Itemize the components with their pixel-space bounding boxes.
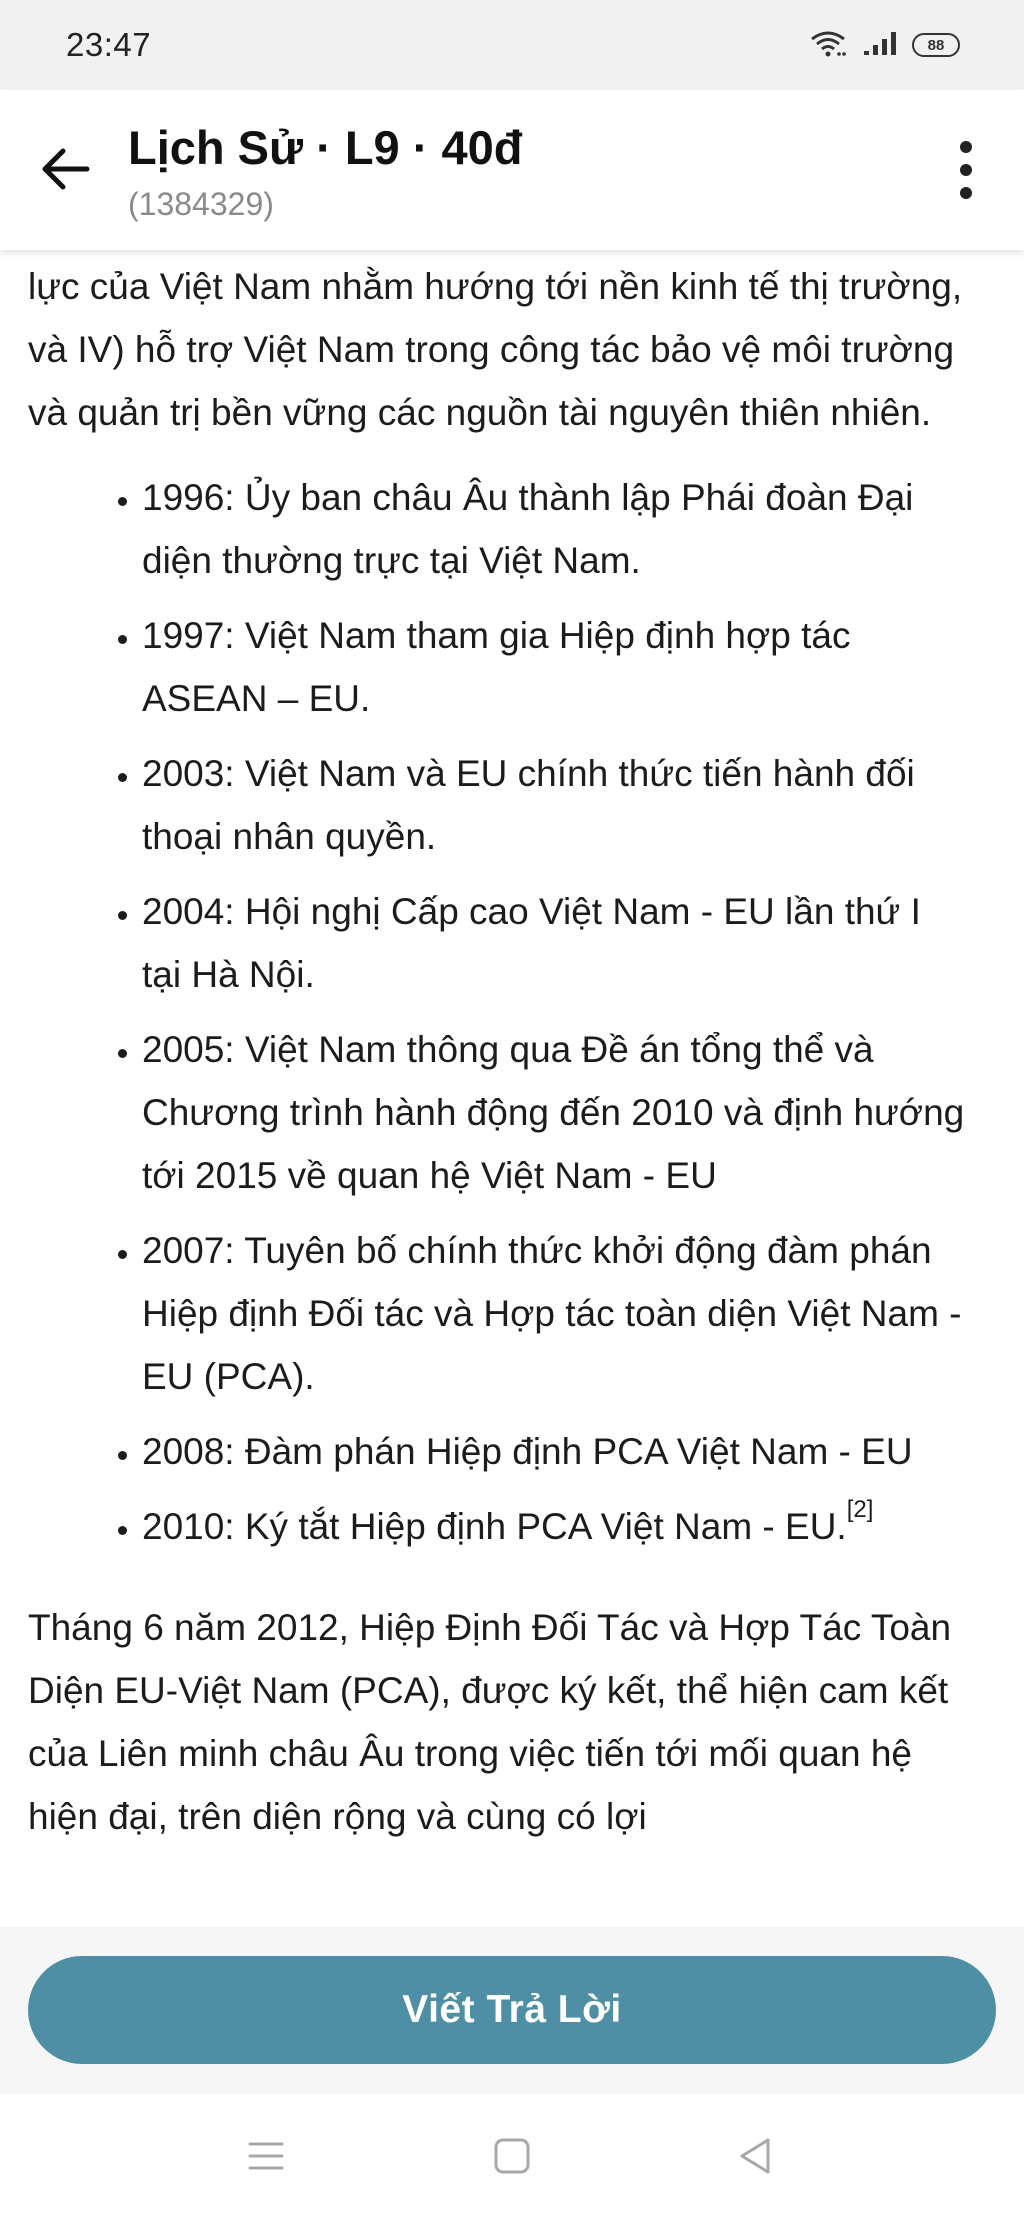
home-button[interactable] <box>482 2128 542 2188</box>
timeline-item: • 2007: Tuyên bố chính thức khởi động đàm phán Hiệp định Đối tác và Hợp tác toàn diện Việt Nam - EU (PCA). <box>142 1219 968 1408</box>
system-nav-bar <box>0 2094 1024 2222</box>
home-square-icon <box>492 2136 532 2181</box>
timeline-item: • 2005: Việt Nam thông qua Đề án tổng thể và Chương trình hành động đến 2010 và định hướng tới 2015 về quan hệ Việt Nam - EU <box>142 1018 968 1207</box>
wifi-icon <box>808 29 848 62</box>
battery-icon: 88 <box>912 33 960 57</box>
back-arrow-icon <box>39 147 91 196</box>
timeline-item: • 2004: Hội nghị Cấp cao Việt Nam - EU lần thứ I tại Hà Nội. <box>142 880 968 1006</box>
page-title: Lịch Sử · L9 · 40đ <box>128 121 523 174</box>
reply-bar <box>0 1926 1024 2094</box>
answer-content[interactable] <box>0 250 1024 1926</box>
back-triangle-icon <box>736 2136 776 2181</box>
closing-paragraph: Tháng 6 năm 2012, Hiệp Định Đối Tác và Hợp Tác Toàn Diện EU-Việt Nam (PCA), được ký kết, thể hiện cam kết của Liên minh châu Âu trong việc tiến tới mối quan hệ hiện đại, trên diện rộng và cùng có lợi <box>28 1607 952 1837</box>
timeline-item: • 2003: Việt Nam và EU chính thức tiến hành đối thoại nhân quyền. <box>142 742 968 868</box>
timeline-item: • 1996: Ủy ban châu Âu thành lập Phái đoàn Đại diện thường trực tại Việt Nam. <box>142 466 968 592</box>
status-time: 23:47 <box>66 26 152 63</box>
write-reply-button[interactable]: Viết Trả Lời <box>28 1956 996 2064</box>
timeline-item: • 2008: Đàm phán Hiệp định PCA Việt Nam - EU <box>142 1420 968 1483</box>
more-vertical-icon <box>960 141 972 153</box>
back-button[interactable] <box>30 136 100 206</box>
menu-icon <box>246 2138 286 2179</box>
reference-link[interactable]: [2] <box>846 1496 874 1523</box>
timeline-list <box>28 466 968 1558</box>
signal-icon <box>862 29 898 62</box>
recent-apps-button[interactable] <box>236 2128 296 2188</box>
page-subtitle: (1384329) <box>128 186 274 222</box>
more-vertical-icon-dot <box>960 164 972 176</box>
timeline-item: • 1997: Việt Nam tham gia Hiệp định hợp tác ASEAN – EU. <box>142 604 968 730</box>
more-vertical-icon-dot <box>960 187 972 199</box>
status-icons <box>808 29 960 62</box>
status-bar <box>0 0 1024 90</box>
system-back-button[interactable] <box>726 2128 786 2188</box>
app-header <box>0 90 1024 250</box>
intro-paragraph: lực của Việt Nam nhằm hướng tới nền kinh tế thị trường, và IV) hỗ trợ Việt Nam trong công tác bảo vệ môi trường và quản trị bền vững các nguồn tài nguyên thiên nhiên. <box>28 266 963 433</box>
more-options-button[interactable] <box>936 130 996 210</box>
answer-text <box>28 250 968 1848</box>
timeline-item: • 2010: Ký tắt Hiệp định PCA Việt Nam - EU.[2] <box>142 1495 968 1558</box>
